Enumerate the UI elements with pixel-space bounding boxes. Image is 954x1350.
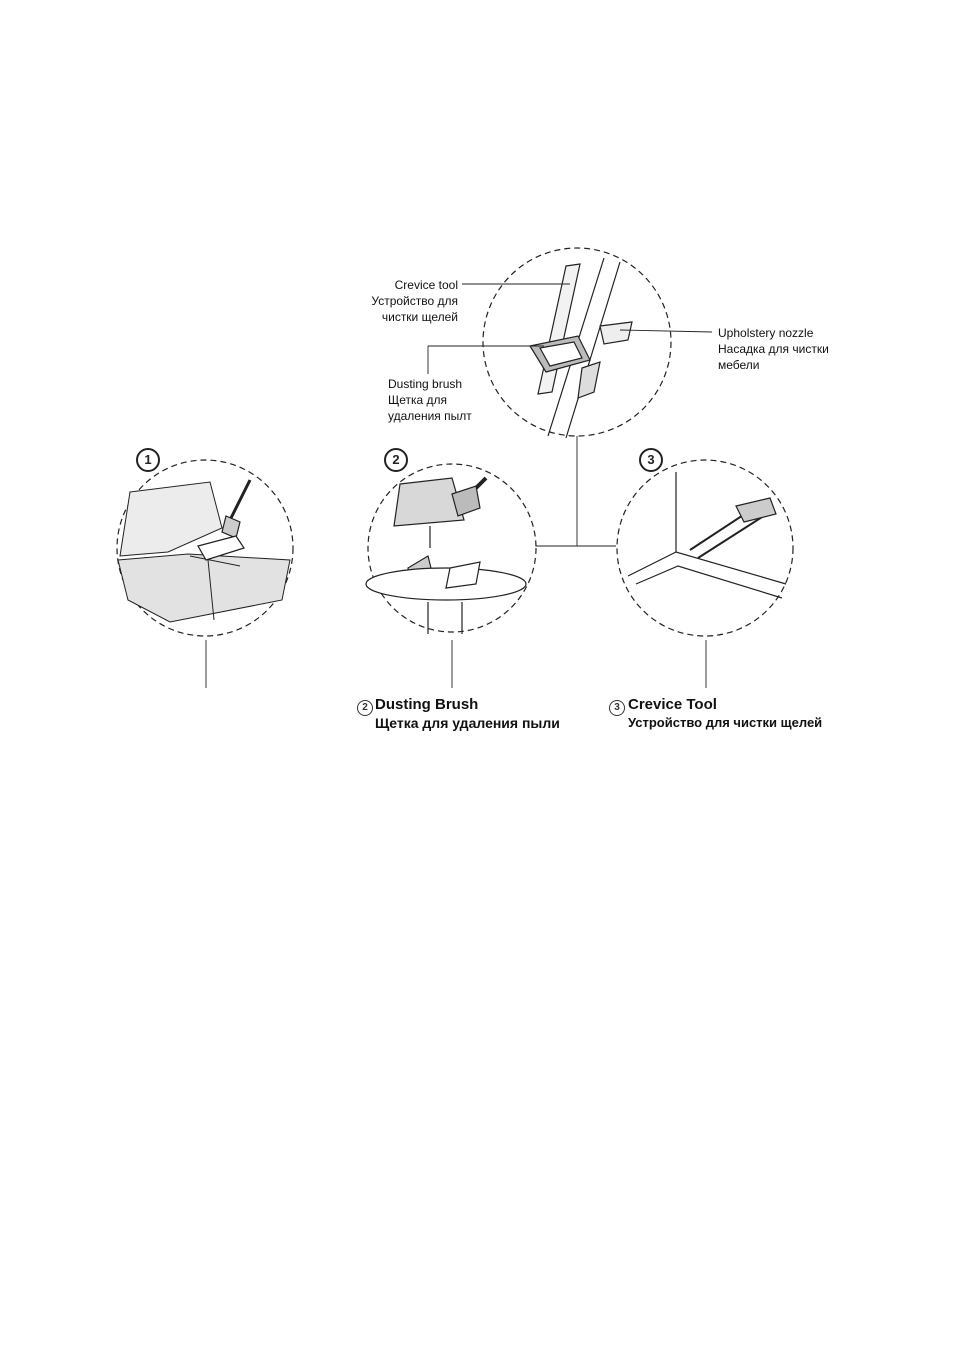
callout-upholstery-nozzle-ru1: Насадка для чистки xyxy=(718,342,829,356)
callout-dusting-brush-ru1: Щетка для xyxy=(388,393,448,407)
caption-dusting-brush-ru: Щетка для удаления пыли xyxy=(375,715,560,731)
callout-upholstery-nozzle-en: Upholstery nozzle xyxy=(718,326,814,340)
leader-lines xyxy=(206,284,712,688)
crevice-tool-illustration xyxy=(617,460,793,636)
callout-upholstery-nozzle xyxy=(718,325,858,373)
step-3-badge: 3 xyxy=(639,448,663,472)
dusting-brush-illustration xyxy=(366,464,536,634)
caption-crevice-tool-en: Crevice Tool xyxy=(628,696,717,713)
caption-dusting-brush-en: Dusting Brush xyxy=(375,696,479,713)
tool-holder-illustration xyxy=(483,248,671,438)
callout-upholstery-nozzle-ru2: мебели xyxy=(718,358,760,372)
caption-dusting-brush xyxy=(375,696,605,732)
callout-dusting-brush-en: Dusting brush xyxy=(388,377,463,391)
step-1-badge: 1 xyxy=(136,448,160,472)
callout-dusting-brush-ru2: удаления пылт xyxy=(388,409,472,423)
caption-crevice-tool xyxy=(628,696,858,732)
upholstery-illustration xyxy=(117,460,293,636)
callout-crevice-tool-ru1: Устройство для xyxy=(371,294,458,308)
callout-crevice-tool-en: Crevice tool xyxy=(394,278,458,292)
caption-3-badge: 3 xyxy=(609,700,625,716)
caption-crevice-tool-ru: Устройство для чистки щелей xyxy=(628,715,823,730)
callout-dusting-brush xyxy=(388,376,498,424)
callout-crevice-tool xyxy=(362,277,458,325)
step-2-badge: 2 xyxy=(384,448,408,472)
callout-crevice-tool-ru2: чистки щелей xyxy=(381,310,458,324)
caption-2-badge: 2 xyxy=(357,700,373,716)
